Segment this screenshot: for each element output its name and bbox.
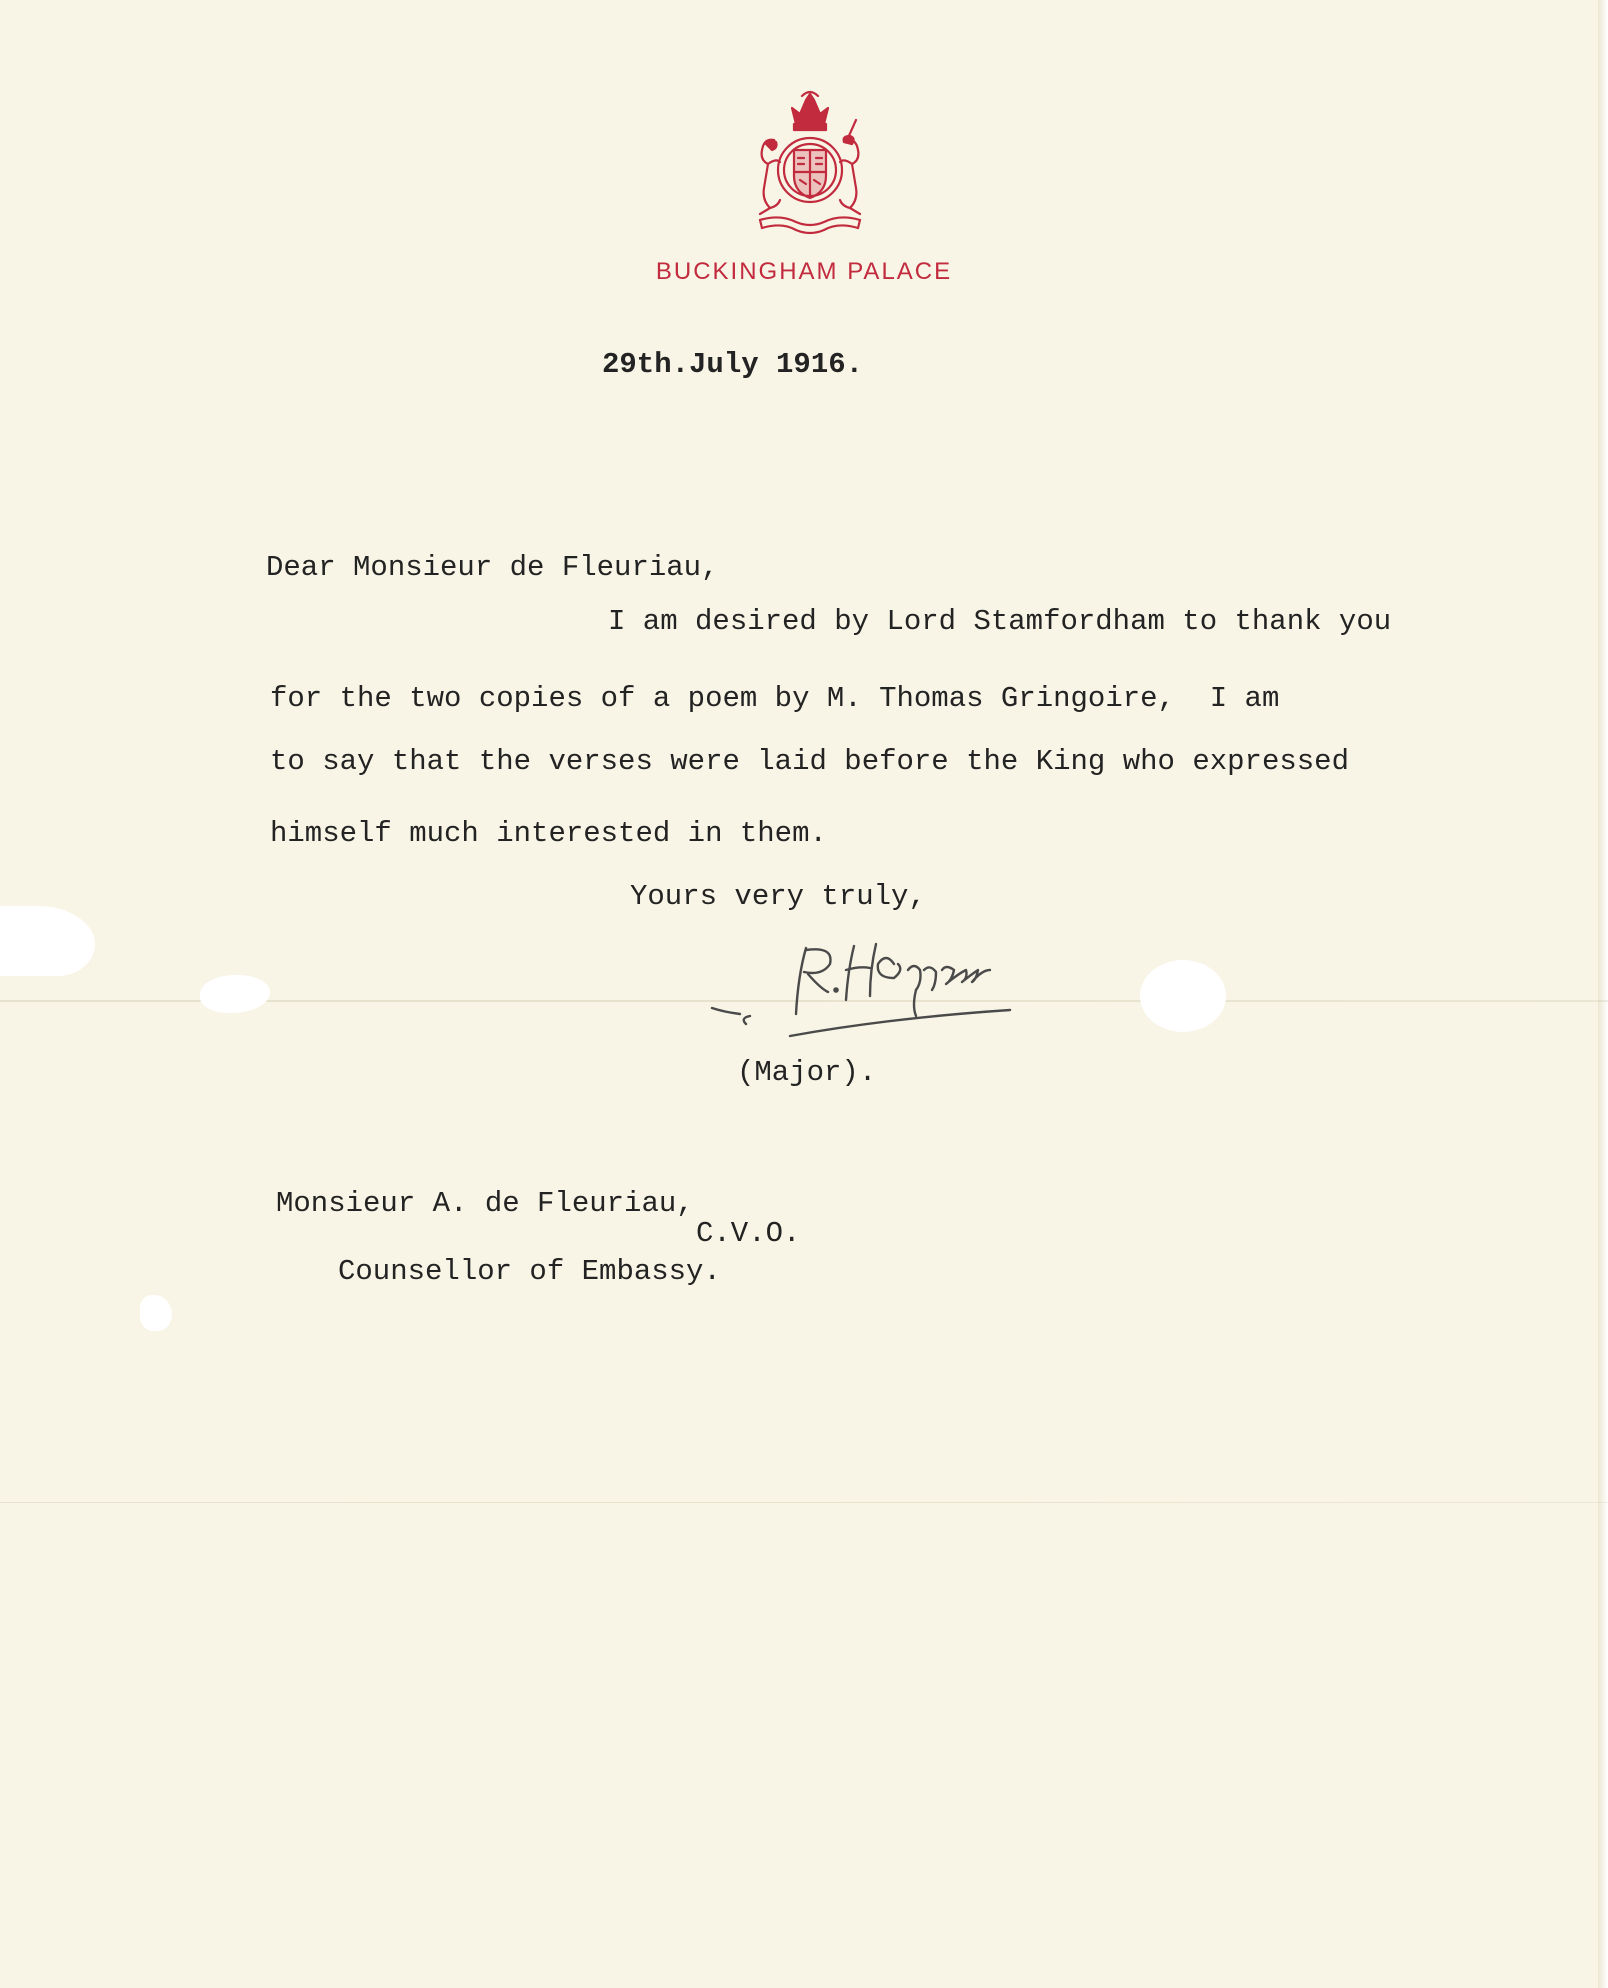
body-line: himself much interested in them. <box>270 817 827 850</box>
recipient-name: Monsieur A. de Fleuriau, <box>276 1187 694 1220</box>
paper-tear <box>0 906 95 976</box>
handwritten-signature <box>710 930 1090 1060</box>
recipient-honour: C.V.O. <box>696 1217 801 1250</box>
body-line: I am desired by Lord Stamfordham to thank you <box>608 605 1392 638</box>
salutation: Dear Monsieur de Fleuriau, <box>266 551 719 584</box>
fold-crease <box>0 1502 1608 1503</box>
body-line: to say that the verses were laid before the King who expressed <box>270 745 1349 778</box>
letterhead-title: BUCKINGHAM PALACE <box>655 258 953 285</box>
signer-rank: (Major). <box>737 1056 877 1089</box>
royal-coat-of-arms-icon <box>740 88 880 240</box>
paper-tear <box>140 1295 172 1331</box>
body-line: for the two copies of a poem by M. Thomas Gringoire, I am <box>270 682 1280 715</box>
recipient-title: Counsellor of Embassy. <box>338 1255 721 1288</box>
paper-tear <box>200 975 270 1013</box>
complimentary-close: Yours very truly, <box>630 880 926 913</box>
paper-tear <box>1140 960 1226 1032</box>
letter-date: 29th.July 1916. <box>602 348 864 381</box>
paper-edge <box>1598 0 1608 1988</box>
